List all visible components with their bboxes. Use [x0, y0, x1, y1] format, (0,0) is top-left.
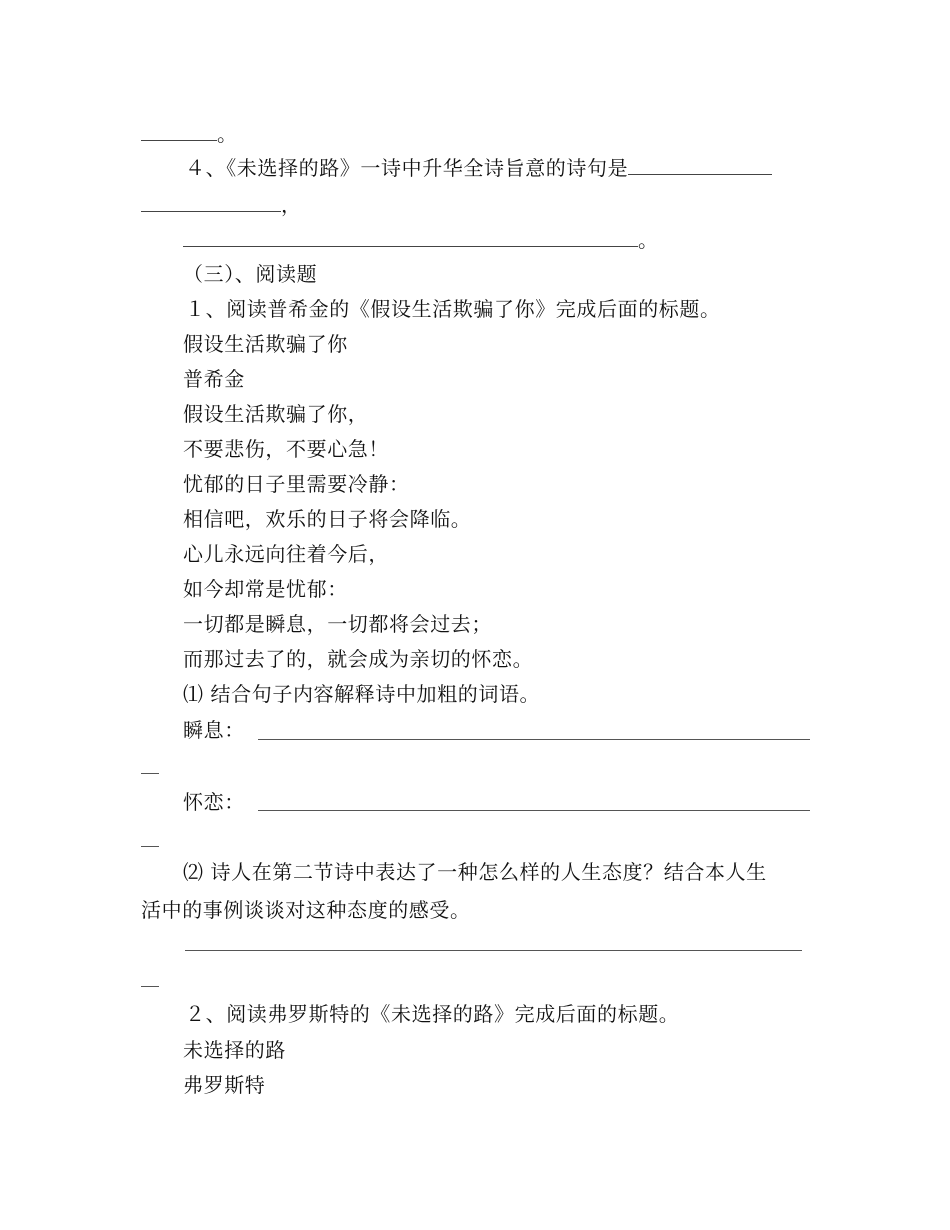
question-4-blank-line-2: [141, 191, 302, 219]
poem-line: 假设生活欺骗了你，: [183, 402, 369, 426]
poem-line: 心儿永远向往着今后，: [183, 542, 389, 566]
poem-line: 忧郁的日子里需要冷静：: [183, 472, 410, 496]
answer-line[interactable]: [258, 739, 810, 740]
line-answer-blank-continued: [141, 120, 238, 148]
answer-line-end: [141, 986, 159, 987]
answer-blank[interactable]: [628, 154, 772, 175]
question-4-text: ４、《未选择的路》一诗中升华全诗旨意的诗句是: [185, 156, 629, 180]
poem-2-title: 未选择的路: [183, 1038, 286, 1062]
poem-line: 一切都是瞬息，一切都将会过去；: [183, 612, 492, 636]
answer-line[interactable]: [185, 950, 802, 951]
poem-2-author: 弗罗斯特: [183, 1073, 266, 1097]
poem-title: 假设生活欺骗了你: [183, 332, 348, 356]
sub-question-2-continued: 活中的事例谈谈对这种态度的感受。: [141, 898, 471, 922]
poem-line: 相信吧，欢乐的日子将会降临。: [183, 507, 472, 531]
section-heading-reading: （三）、阅读题: [183, 262, 318, 286]
reading-question-1: １、阅读普希金的《假设生活欺骗了你》完成后面的标题。: [185, 297, 721, 321]
sub-question-2: ⑵ 诗人在第二节诗中表达了一种怎么样的人生态度？结合本人生: [183, 860, 767, 884]
poem-author: 普希金: [183, 367, 245, 391]
line-tail: 。: [217, 122, 238, 146]
answer-blank[interactable]: [141, 191, 281, 212]
term-label-shunxi: 瞬息：: [183, 718, 245, 742]
poem-line: 而那过去了的，就会成为亲切的怀恋。: [183, 647, 534, 671]
answer-blank[interactable]: [183, 226, 638, 247]
reading-question-2: ２、阅读弗罗斯特的《未选择的路》完成后面的标题。: [185, 1002, 680, 1026]
sub-question-1: ⑴ 结合句子内容解释诗中加粗的词语。: [183, 682, 541, 706]
question-4-blank-line-3: [183, 226, 659, 254]
term-label-huailian: 怀恋：: [183, 790, 245, 814]
answer-line[interactable]: [258, 810, 810, 811]
poem-line: 如今却常是忧郁：: [183, 577, 348, 601]
answer-line-end: [141, 846, 159, 847]
line-tail: ，: [281, 193, 302, 217]
poem-line: 不要悲伤，不要心急！: [183, 437, 389, 461]
answer-line-end: [141, 773, 159, 774]
answer-blank[interactable]: [141, 120, 217, 141]
question-4: [185, 154, 772, 182]
line-tail: 。: [638, 228, 659, 252]
